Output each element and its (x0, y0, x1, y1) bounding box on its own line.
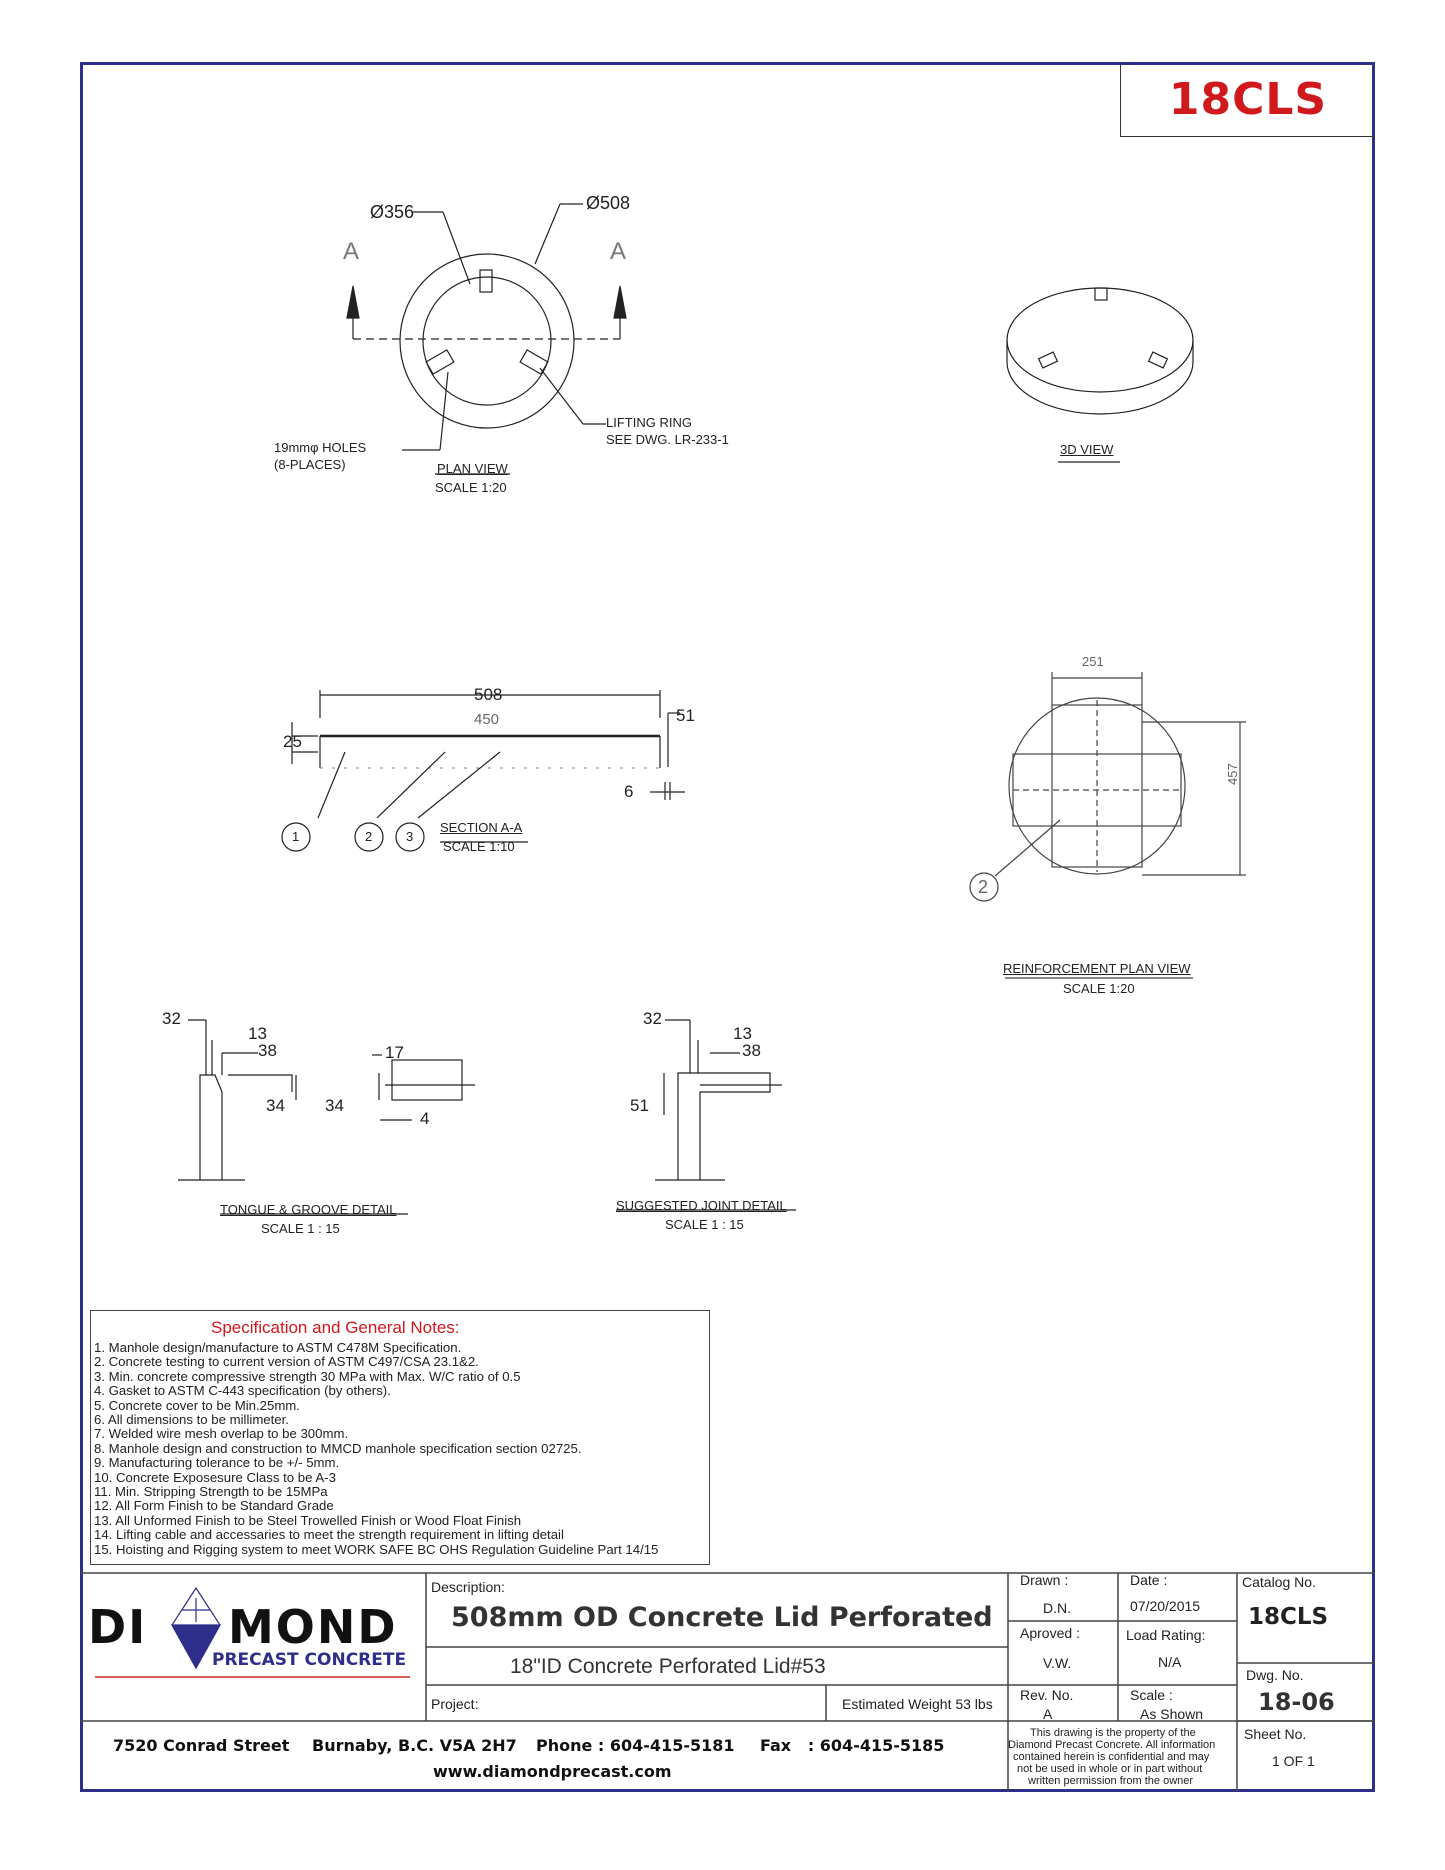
sub-description: 18"ID Concrete Perforated Lid#53 (510, 1655, 826, 1678)
company-fax: Fax : 604-415-5185 (760, 1736, 945, 1755)
load-rating-value: N/A (1158, 1654, 1182, 1670)
logo-text-right: MOND (228, 1600, 398, 1654)
joint-dim-51: 51 (630, 1096, 649, 1115)
logo-text-left: DI (88, 1600, 148, 1654)
catalog-value: 18CLS (1248, 1604, 1329, 1630)
note-item: 15. Hoisting and Rigging system to meet WORK SAFE BC OHS Regulation Guideline Part 14/15 (94, 1541, 659, 1557)
section-dim-offset: 6 (624, 782, 634, 801)
disclaimer-line-5: written permission from the owner (1028, 1775, 1194, 1787)
section-dim-inner: 450 (474, 711, 500, 728)
3d-view-title: 3D VIEW (1060, 442, 1114, 457)
note-item: 6. All dimensions to be millimeter. (94, 1412, 289, 1428)
logo-subtitle: PRECAST CONCRETE (212, 1650, 407, 1670)
date-value: 07/20/2015 (1130, 1598, 1201, 1614)
tongue-groove-drawing (178, 1020, 475, 1217)
reinforcement-title: REINFORCEMENT PLAN VIEW (1003, 961, 1191, 976)
tg-dim-34b: 34 (325, 1096, 344, 1115)
note-item: 13. All Unformed Finish to be Steel Trowelled Finish or Wood Float Finish (94, 1512, 522, 1528)
section-callout-3: 3 (406, 829, 414, 844)
disclaimer-line-4: not be used in whole or in part without (1017, 1763, 1203, 1775)
note-item: 14. Lifting cable and accessaries to meet the strength requirement in lifting detail (94, 1527, 564, 1543)
disclaimer-line-3: contained herein is confidential and may (1013, 1751, 1210, 1763)
note-item: 12. All Form Finish to be Standard Grade (94, 1498, 334, 1514)
date-label: Date : (1130, 1572, 1168, 1588)
company-website[interactable]: www.diamondprecast.com (433, 1762, 672, 1781)
section-callout-1: 1 (292, 829, 300, 844)
joint-dim-32: 32 (643, 1009, 662, 1028)
rev-value: A (1043, 1706, 1053, 1722)
tg-scale: SCALE 1 : 15 (261, 1221, 340, 1236)
joint-title: SUGGESTED JOINT DETAIL (616, 1198, 787, 1213)
note-item: 3. Min. concrete compressive strength 30 MPa with Max. W/C ratio of 0.5 (94, 1368, 521, 1384)
note-item: 1. Manhole design/manufacture to ASTM C478M Specification. (94, 1340, 462, 1355)
dwg-value: 18-06 (1258, 1688, 1335, 1716)
notes-box (90, 1310, 710, 1565)
scale-value: As Shown (1140, 1706, 1204, 1722)
drawn-label: Drawn : (1020, 1572, 1069, 1588)
joint-scale: SCALE 1 : 15 (665, 1217, 744, 1232)
note-item: 7. Welded wire mesh overlap to be 300mm. (94, 1426, 349, 1442)
lifting-note-line1: LIFTING RING (606, 415, 692, 430)
note-item: 8. Manhole design and construction to MMCD manhole specification section 02725. (94, 1440, 582, 1456)
holes-note-line2: (8-PLACES) (274, 457, 346, 472)
estimated-weight: Estimated Weight 53 lbs (842, 1696, 993, 1712)
plan-dim-outer: Ø508 (586, 193, 631, 213)
drawn-value: D.N. (1043, 1600, 1071, 1616)
section-mark-left: A (343, 238, 360, 265)
note-item: 10. Concrete Exposesure Class to be A-3 (94, 1469, 336, 1485)
holes-note-line1: 19mmφ HOLES (274, 440, 367, 455)
company-phone: Phone : 604-415-5181 (536, 1736, 735, 1755)
tg-dim-13: 13 (248, 1024, 267, 1043)
description-title: 508mm OD Concrete Lid Perforated (451, 1602, 993, 1633)
dwg-label: Dwg. No. (1246, 1667, 1304, 1683)
tg-dim-34a: 34 (266, 1096, 285, 1115)
tg-dim-17: 17 (385, 1043, 404, 1062)
plan-dim-inner: Ø356 (370, 202, 415, 222)
approved-label: Aproved : (1020, 1625, 1080, 1641)
description-label: Description: (431, 1579, 505, 1595)
disclaimer-line-2: Diamond Precast Concrete. All information (1008, 1739, 1216, 1751)
plan-view-title: PLAN VIEW (437, 461, 508, 476)
load-rating-label: Load Rating: (1126, 1627, 1206, 1643)
note-item: 11. Min. Stripping Strength to be 15MPa (94, 1484, 328, 1500)
project-label: Project: (431, 1696, 479, 1712)
section-aa-title: SECTION A-A (440, 820, 523, 835)
reinforcement-callout: 2 (978, 877, 989, 897)
sheet-value: 1 OF 1 (1272, 1753, 1315, 1769)
plan-view-scale: SCALE 1:20 (435, 480, 507, 495)
notes-list (94, 1341, 658, 1557)
tg-dim-4: 4 (420, 1109, 430, 1128)
catalog-label: Catalog No. (1242, 1574, 1316, 1590)
note-item: 9. Manufacturing tolerance to be +/- 5mm. (94, 1455, 340, 1471)
plan-view-drawing (347, 204, 626, 474)
note-item: 4. Gasket to ASTM C-443 specification (by others). (94, 1383, 391, 1399)
sheet-label: Sheet No. (1244, 1726, 1307, 1742)
reinforcement-drawing (970, 672, 1246, 978)
reinforcement-scale: SCALE 1:20 (1063, 981, 1135, 996)
company-city: Burnaby, B.C. V5A 2H7 (312, 1736, 517, 1755)
tg-title: TONGUE & GROOVE DETAIL (220, 1202, 397, 1217)
reinforcement-dim-side: 457 (1225, 763, 1240, 785)
catalog-code: 18CLS (1168, 73, 1328, 125)
section-dim-depth: 25 (283, 732, 302, 751)
joint-dim-13: 13 (733, 1024, 752, 1043)
reinforcement-dim-top: 251 (1082, 654, 1104, 669)
section-callout-2: 2 (365, 829, 373, 844)
disclaimer-line-1: This drawing is the property of the (1030, 1727, 1196, 1739)
section-dim-width: 508 (474, 685, 503, 704)
3d-view-drawing (1007, 288, 1193, 462)
tg-dim-32: 32 (162, 1009, 181, 1028)
note-item: 2. Concrete testing to current version of ASTM C497/CSA 23.1&2. (94, 1354, 479, 1370)
note-item: 5. Concrete cover to be Min.25mm. (94, 1397, 300, 1413)
section-mark-right: A (610, 238, 627, 265)
scale-label: Scale : (1130, 1687, 1173, 1703)
approved-value: V.W. (1043, 1655, 1072, 1671)
notes-heading: Specification and General Notes: (211, 1318, 460, 1337)
section-dim-total: 51 (676, 706, 695, 725)
company-address: 7520 Conrad Street (113, 1736, 290, 1755)
tg-dim-38: 38 (258, 1041, 277, 1060)
joint-detail-drawing (616, 1020, 796, 1213)
rev-label: Rev. No. (1020, 1687, 1074, 1703)
lifting-note-line2: SEE DWG. LR-233-1 (606, 432, 729, 447)
joint-dim-38: 38 (742, 1041, 761, 1060)
section-aa-scale: SCALE 1:10 (443, 839, 515, 854)
